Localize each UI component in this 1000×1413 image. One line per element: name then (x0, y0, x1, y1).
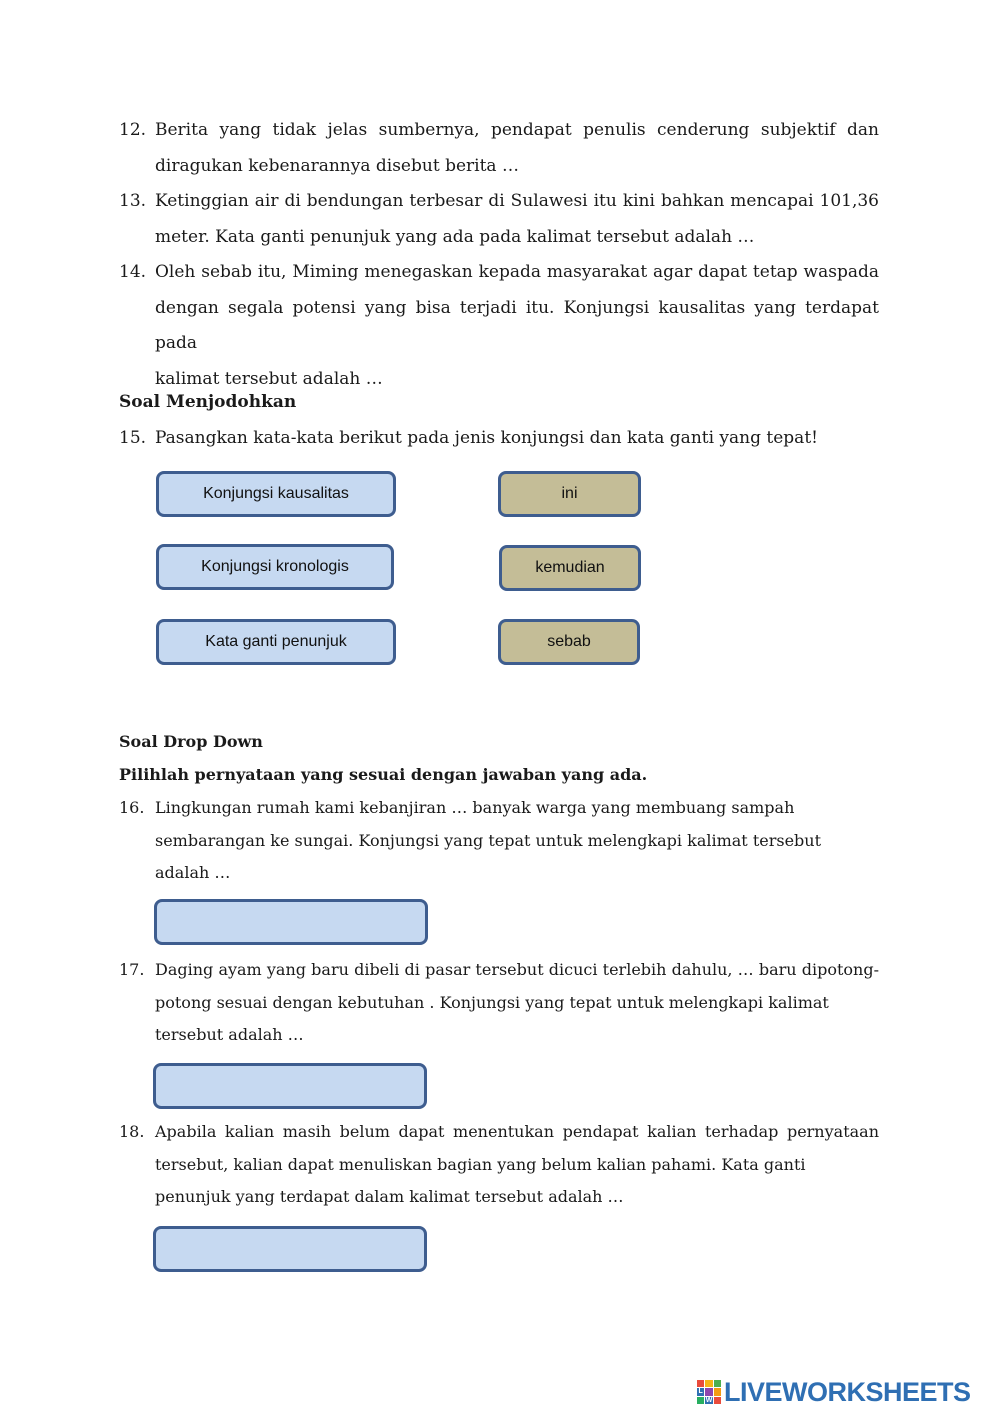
liveworksheets-logo[interactable] (697, 1377, 971, 1407)
question-12 (119, 113, 879, 184)
question-text-line: Pasangkan kata-kata berikut pada jenis konjungsi dan kata ganti yang tepat! (155, 428, 818, 448)
dropdown-answer-16[interactable] (154, 899, 428, 945)
question-text-line: Berita yang tidak jelas sumbernya, pendapat penulis cenderung subjektif dan (155, 120, 879, 140)
question-17 (119, 954, 879, 1052)
question-number: 18. (119, 1122, 145, 1141)
match-left-kata-ganti-penunjuk[interactable]: Kata ganti penunjuk (156, 619, 396, 665)
question-number: 15. (119, 428, 147, 448)
question-number: 12. (119, 120, 147, 140)
match-right-ini[interactable]: ini (498, 471, 641, 517)
match-right-kemudian[interactable]: kemudian (499, 545, 641, 591)
question-number: 13. (119, 191, 147, 211)
question-text-line: Oleh sebab itu, Miming menegaskan kepada masyarakat agar dapat tetap waspada (155, 262, 879, 282)
match-left-konjungsi-kausalitas[interactable]: Konjungsi kausalitas (156, 471, 396, 517)
question-number: 16. (119, 798, 145, 817)
question-15 (119, 421, 879, 457)
question-text-line: Lingkungan rumah kami kebanjiran … banyak warga yang membuang sampah (155, 798, 795, 817)
match-left-konjungsi-kronologis[interactable]: Konjungsi kronologis (156, 544, 394, 590)
question-text-line: meter. Kata ganti penunjuk yang ada pada kalimat tersebut adalah … (155, 226, 755, 247)
question-text-line: diragukan kebenarannya disebut berita … (155, 155, 519, 176)
question-text-line: tersebut, kalian dapat menuliskan bagian yang belum kalian pahami. (155, 1154, 717, 1174)
liveworksheets-mark-icon: L W (697, 1380, 721, 1404)
section-title-dropdown: Soal Drop Down (119, 732, 263, 751)
question-text-line: Ketinggian air di bendungan terbesar di Sulawesi itu kini bahkan mencapai 101,36 (155, 191, 879, 211)
question-13 (119, 184, 879, 255)
dropdown-instruction: Pilihlah pernyataan yang sesuai dengan jawaban yang ada. (119, 765, 648, 784)
section-title-matching: Soal Menjodohkan (119, 392, 297, 412)
question-text-line: sembarangan ke sungai. (155, 830, 354, 850)
question-number: 17. (119, 960, 145, 979)
question-number: 14. (119, 262, 147, 282)
logo-text: LIVEWORKSHEETS (724, 1376, 971, 1407)
question-text-line: Kata ganti penunjuk yang terdapat dalam kalimat tersebut adalah … (155, 1154, 806, 1206)
question-14 (119, 255, 879, 397)
match-right-sebab[interactable]: sebab (498, 619, 640, 665)
question-18 (119, 1116, 879, 1214)
dropdown-answer-18[interactable] (153, 1226, 427, 1272)
question-text-line: Daging ayam yang baru dibeli di pasar tersebut dicuci terlebih dahulu, … baru dipotong- (155, 960, 879, 979)
question-text-line: kalimat tersebut adalah … (155, 368, 383, 389)
question-text-line: Konjungsi yang tepat untuk melengkapi kalimat tersebut adalah … (155, 830, 822, 882)
question-text-line: potong sesuai dengan kebutuhan . (155, 992, 435, 1012)
question-16 (119, 792, 879, 890)
question-text-line: dengan segala potensi yang bisa terjadi itu. Konjungsi kausalitas yang terdapat pada (155, 297, 879, 353)
question-text-line: Apabila kalian masih belum dapat menentukan pendapat kalian terhadap pernyataan (155, 1122, 879, 1141)
dropdown-answer-17[interactable] (153, 1063, 427, 1109)
question-text-line: Konjungsi yang tepat untuk melengkapi kalimat tersebut adalah … (155, 992, 829, 1044)
